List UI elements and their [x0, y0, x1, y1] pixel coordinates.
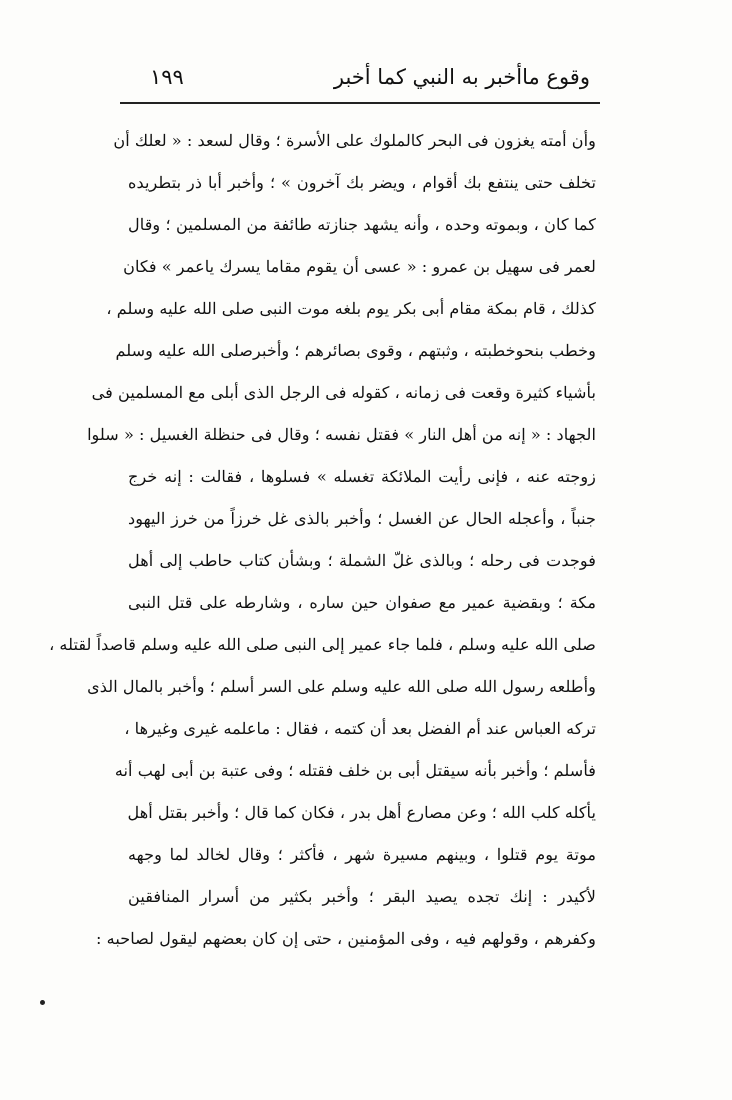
running-title: وقوع ماأخبر به النبي كما أخبر: [333, 65, 590, 89]
text-line: لأكيدر : إنك تجده يصيد البقر ؛ وأخبر بكثير من أسرار المنافقين: [128, 887, 596, 906]
text-line: يأكله كلب الله ؛ وعن مصارع أهل بدر ، فكان كما قال ؛ وأخبر بقتل أهل: [127, 803, 596, 822]
text-line: صلى الله عليه وسلم ، فلما جاء عمير إلى النبى صلى الله عليه وسلم قاصداً لقتله ،: [49, 635, 596, 654]
text-line: كما كان ، وبموته وحده ، وأنه يشهد جنازته طائفة من المسلمين ؛ وقال: [128, 215, 596, 234]
ink-speck: [40, 1000, 45, 1005]
text-line: تركه العباس عند أم الفضل بعد أن كتمه ، فقال : ماعلمه غيرى وغيرها ،: [124, 719, 596, 738]
header-divider: [120, 102, 600, 104]
text-line: وكفرهم ، وقولهم فيه ، وفى المؤمنين ، حتى إن كان بعضهم ليقول لصاحبه :: [96, 929, 596, 948]
text-line: وأطلعه رسول الله صلى الله عليه وسلم على السر أسلم ؛ وأخبر بالمال الذى: [87, 677, 596, 696]
text-line: زوجته عنه ، فإنى رأيت الملائكة تغسله » فسلوها ، فقالت : إنه خرج: [128, 467, 596, 486]
text-line: جنباً ، وأعجله الحال عن الغسل ؛ وأخبر بالذى غل خرزاً من خرز اليهود: [128, 509, 596, 528]
text-line: وأن أمته يغزون فى البحر كالملوك على الأسرة ؛ وقال لسعد : « لعلك أن: [113, 131, 596, 150]
body-text: [49, 120, 596, 960]
text-line: بأشياء كثيرة وقعت فى زمانه ، كقوله فى الرجل الذى أبلى مع المسلمين فى: [91, 383, 596, 402]
page-number: ١٩٩: [150, 65, 184, 89]
text-line: لعمر فى سهيل بن عمرو : « عسى أن يقوم مقاما يسرك ياعمر » فكان: [123, 257, 596, 276]
page-header: [120, 58, 600, 98]
text-line: الجهاد : « إنه من أهل النار » فقتل نفسه ؛ وقال فى حنظلة الغسيل : « سلوا: [87, 425, 596, 444]
text-line: مكة ؛ وبقضية عمير مع صفوان حين ساره ، وشارطه على قتل النبى: [128, 593, 596, 612]
text-line: فأسلم ؛ وأخبر بأنه سيقتل أبى بن خلف فقتله ؛ وفى عتبة بن أبى لهب أنه: [114, 761, 596, 780]
text-line: وخطب بنحوخطبته ، وثبتهم ، وقوى بصائرهم ؛ وأخبرصلى الله عليه وسلم: [115, 341, 596, 360]
text-line: موتة يوم قتلوا ، وبينهم مسيرة شهر ، فأكثر ؛ وقال لخالد لما وجهه: [128, 845, 596, 864]
text-line: كذلك ، قام بمكة مقام أبى بكر يوم بلغه موت النبى صلى الله عليه وسلم ،: [106, 299, 596, 318]
text-line: تخلف حتى ينتفع بك أقوام ، ويضر بك آخرون » ؛ وأخبر أبا ذر بتطريده: [128, 173, 596, 192]
text-line: فوجدت فى رحله ؛ وبالذى غلّ الشملة ؛ وبشأن كتاب حاطب إلى أهل: [128, 551, 596, 570]
